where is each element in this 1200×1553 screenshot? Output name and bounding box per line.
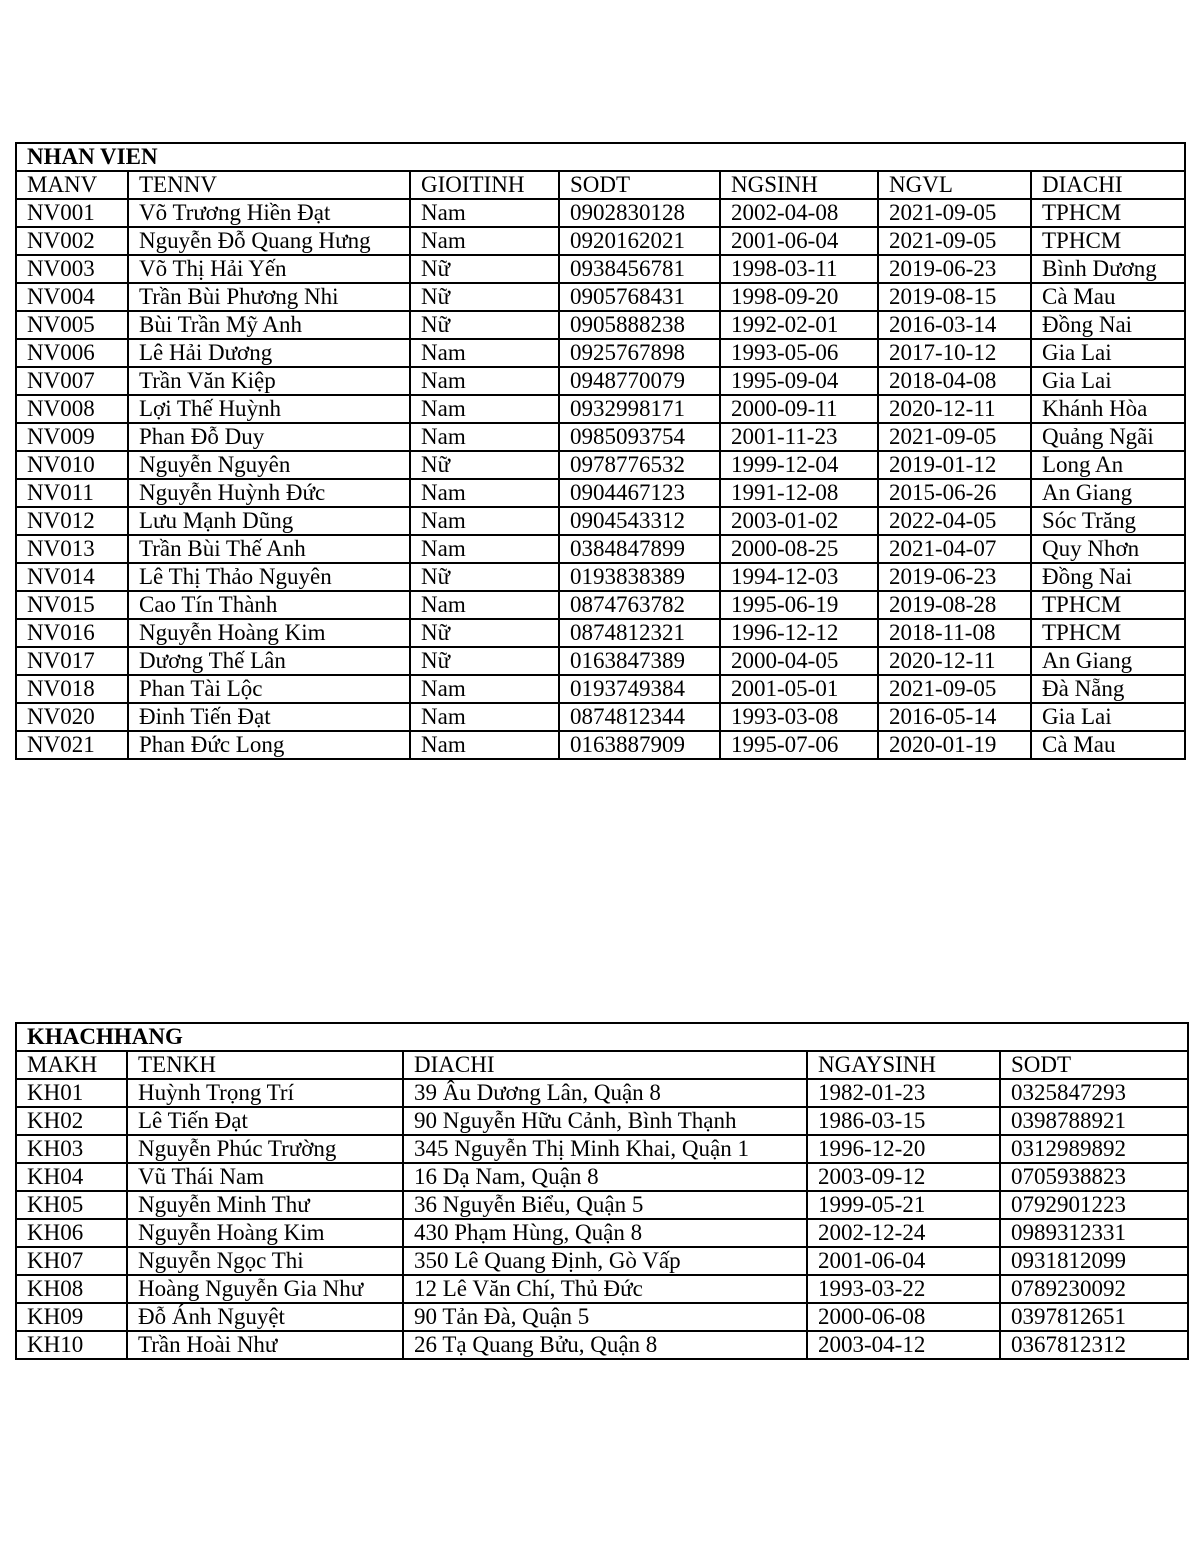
table-cell: TPHCM bbox=[1031, 619, 1185, 647]
table-cell: KH08 bbox=[16, 1275, 127, 1303]
table-row bbox=[16, 479, 1185, 507]
table-cell: 1998-03-11 bbox=[720, 255, 878, 283]
table-row bbox=[16, 451, 1185, 479]
table-cell: 1995-07-06 bbox=[720, 731, 878, 759]
table-cell: 2020-12-11 bbox=[878, 395, 1031, 423]
table-cell: 0193749384 bbox=[559, 675, 720, 703]
table-cell: NV004 bbox=[16, 283, 128, 311]
table-cell: Trần Hoài Như bbox=[127, 1331, 403, 1359]
table-cell: TPHCM bbox=[1031, 227, 1185, 255]
table-cell: 2020-12-11 bbox=[878, 647, 1031, 675]
table-cell: Huỳnh Trọng Trí bbox=[127, 1079, 403, 1107]
table-cell: 2002-04-08 bbox=[720, 199, 878, 227]
table-cell: Nữ bbox=[410, 619, 559, 647]
table-row bbox=[16, 1135, 1188, 1163]
table-cell: 0938456781 bbox=[559, 255, 720, 283]
table-cell: 0398788921 bbox=[1000, 1107, 1188, 1135]
table-cell: Hoàng Nguyễn Gia Như bbox=[127, 1275, 403, 1303]
table-cell: NV006 bbox=[16, 339, 128, 367]
table-cell: 39 Âu Dương Lân, Quận 8 bbox=[403, 1079, 807, 1107]
table-cell: 2019-08-15 bbox=[878, 283, 1031, 311]
table-cell: KH03 bbox=[16, 1135, 127, 1163]
table-cell: 2021-09-05 bbox=[878, 423, 1031, 451]
table-row bbox=[16, 1191, 1188, 1219]
table-cell: NV017 bbox=[16, 647, 128, 675]
table-cell: Nữ bbox=[410, 311, 559, 339]
table-cell: Nguyễn Phúc Trường bbox=[127, 1135, 403, 1163]
table-cell: 0931812099 bbox=[1000, 1247, 1188, 1275]
table-cell: KH09 bbox=[16, 1303, 127, 1331]
table-row bbox=[16, 283, 1185, 311]
table-cell: Nam bbox=[410, 423, 559, 451]
table-cell: Nam bbox=[410, 703, 559, 731]
table-cell: Sóc Trăng bbox=[1031, 507, 1185, 535]
table-cell: 2000-06-08 bbox=[807, 1303, 1000, 1331]
table-cell: Lê Tiến Đạt bbox=[127, 1107, 403, 1135]
column-header: NGVL bbox=[878, 171, 1031, 199]
table-cell: 0905888238 bbox=[559, 311, 720, 339]
table-cell: NV001 bbox=[16, 199, 128, 227]
table-cell: NV016 bbox=[16, 619, 128, 647]
table-cell: Nữ bbox=[410, 283, 559, 311]
table-cell: 0792901223 bbox=[1000, 1191, 1188, 1219]
table-cell: Đinh Tiến Đạt bbox=[128, 703, 410, 731]
table-cell: 1994-12-03 bbox=[720, 563, 878, 591]
table-cell: Nam bbox=[410, 507, 559, 535]
column-header: MANV bbox=[16, 171, 128, 199]
table-row bbox=[16, 619, 1185, 647]
table-cell: Trần Bùi Thế Anh bbox=[128, 535, 410, 563]
table-cell: Quy Nhơn bbox=[1031, 535, 1185, 563]
table-cell: 2001-06-04 bbox=[720, 227, 878, 255]
table-cell: Nữ bbox=[410, 255, 559, 283]
table-cell: Nam bbox=[410, 479, 559, 507]
table-cell: KH04 bbox=[16, 1163, 127, 1191]
table-cell: 1999-05-21 bbox=[807, 1191, 1000, 1219]
table-cell: Nguyễn Nguyên bbox=[128, 451, 410, 479]
table-row bbox=[16, 1107, 1188, 1135]
table-row bbox=[16, 1079, 1188, 1107]
table-cell: Lưu Mạnh Dũng bbox=[128, 507, 410, 535]
table-cell: 2021-09-05 bbox=[878, 227, 1031, 255]
table-row bbox=[16, 507, 1185, 535]
table-cell: Võ Thị Hải Yến bbox=[128, 255, 410, 283]
table-row bbox=[16, 647, 1185, 675]
table-row bbox=[16, 199, 1185, 227]
table-cell: 26 Tạ Quang Bửu, Quận 8 bbox=[403, 1331, 807, 1359]
column-header: SODT bbox=[1000, 1051, 1188, 1079]
table-cell: 2019-06-23 bbox=[878, 255, 1031, 283]
table-cell: Lê Hải Dương bbox=[128, 339, 410, 367]
table-cell: 2016-03-14 bbox=[878, 311, 1031, 339]
table-cell: 0985093754 bbox=[559, 423, 720, 451]
nhanvien-table bbox=[15, 142, 1186, 760]
table-cell: Dương Thế Lân bbox=[128, 647, 410, 675]
table-cell: 0874812321 bbox=[559, 619, 720, 647]
table-cell: An Giang bbox=[1031, 647, 1185, 675]
table-cell: 0312989892 bbox=[1000, 1135, 1188, 1163]
table-cell: Đỗ Ánh Nguyệt bbox=[127, 1303, 403, 1331]
table-cell: Đồng Nai bbox=[1031, 563, 1185, 591]
table-cell: 2018-11-08 bbox=[878, 619, 1031, 647]
table-cell: 2021-04-07 bbox=[878, 535, 1031, 563]
table-cell: 1993-03-22 bbox=[807, 1275, 1000, 1303]
table-cell: NV008 bbox=[16, 395, 128, 423]
table-cell: 0874763782 bbox=[559, 591, 720, 619]
table-cell: NV014 bbox=[16, 563, 128, 591]
table-cell: KH02 bbox=[16, 1107, 127, 1135]
table-cell: 1991-12-08 bbox=[720, 479, 878, 507]
table-cell: 0902830128 bbox=[559, 199, 720, 227]
table-cell: NV015 bbox=[16, 591, 128, 619]
table-cell: 16 Dạ Nam, Quận 8 bbox=[403, 1163, 807, 1191]
table-cell: 2015-06-26 bbox=[878, 479, 1031, 507]
table-cell: 90 Nguyễn Hữu Cảnh, Bình Thạnh bbox=[403, 1107, 807, 1135]
table-cell: Bùi Trần Mỹ Anh bbox=[128, 311, 410, 339]
table-cell: Nam bbox=[410, 367, 559, 395]
table-row bbox=[16, 675, 1185, 703]
column-header: GIOITINH bbox=[410, 171, 559, 199]
table-cell: Khánh Hòa bbox=[1031, 395, 1185, 423]
table-cell: 0397812651 bbox=[1000, 1303, 1188, 1331]
table-cell: Cà Mau bbox=[1031, 283, 1185, 311]
table-cell: 12 Lê Văn Chí, Thủ Đức bbox=[403, 1275, 807, 1303]
table-cell: NV020 bbox=[16, 703, 128, 731]
table-row bbox=[16, 339, 1185, 367]
table-cell: Phan Tài Lộc bbox=[128, 675, 410, 703]
table-cell: Nữ bbox=[410, 451, 559, 479]
table-row bbox=[16, 563, 1185, 591]
table-title-row bbox=[16, 1023, 1188, 1051]
table-cell: NV003 bbox=[16, 255, 128, 283]
table-row bbox=[16, 395, 1185, 423]
table-row bbox=[16, 1163, 1188, 1191]
table-row bbox=[16, 731, 1185, 759]
table-cell: 1996-12-20 bbox=[807, 1135, 1000, 1163]
table-cell: Lê Thị Thảo Nguyên bbox=[128, 563, 410, 591]
khachhang-table bbox=[15, 1022, 1189, 1360]
table-cell: NV005 bbox=[16, 311, 128, 339]
table-cell: 2003-04-12 bbox=[807, 1331, 1000, 1359]
table-cell: 2003-09-12 bbox=[807, 1163, 1000, 1191]
table-cell: 1986-03-15 bbox=[807, 1107, 1000, 1135]
table-cell: 0978776532 bbox=[559, 451, 720, 479]
column-header: NGAYSINH bbox=[807, 1051, 1000, 1079]
table-row bbox=[16, 1303, 1188, 1331]
table-cell: 0920162021 bbox=[559, 227, 720, 255]
table-cell: 0904543312 bbox=[559, 507, 720, 535]
table-cell: 350 Lê Quang Định, Gò Vấp bbox=[403, 1247, 807, 1275]
table-cell: NV013 bbox=[16, 535, 128, 563]
khachhang-title: KHACHHANG bbox=[16, 1023, 1188, 1051]
table-cell: NV007 bbox=[16, 367, 128, 395]
table-row bbox=[16, 1219, 1188, 1247]
table-cell: 1996-12-12 bbox=[720, 619, 878, 647]
table-cell: TPHCM bbox=[1031, 591, 1185, 619]
table-cell: 2017-10-12 bbox=[878, 339, 1031, 367]
khachhang-table-body bbox=[16, 1023, 1188, 1359]
table-cell: Nguyễn Đỗ Quang Hưng bbox=[128, 227, 410, 255]
table-cell: Cà Mau bbox=[1031, 731, 1185, 759]
table-cell: 2002-12-24 bbox=[807, 1219, 1000, 1247]
table-row bbox=[16, 591, 1185, 619]
table-cell: 0874812344 bbox=[559, 703, 720, 731]
column-header: SODT bbox=[559, 171, 720, 199]
table-cell: 1998-09-20 bbox=[720, 283, 878, 311]
table-cell: Nguyễn Hoàng Kim bbox=[127, 1219, 403, 1247]
table-cell: 2016-05-14 bbox=[878, 703, 1031, 731]
table-cell: 2003-01-02 bbox=[720, 507, 878, 535]
table-cell: TPHCM bbox=[1031, 199, 1185, 227]
table-cell: 345 Nguyễn Thị Minh Khai, Quận 1 bbox=[403, 1135, 807, 1163]
table-cell: Đồng Nai bbox=[1031, 311, 1185, 339]
column-header: NGSINH bbox=[720, 171, 878, 199]
table-cell: 0384847899 bbox=[559, 535, 720, 563]
table-cell: 2019-01-12 bbox=[878, 451, 1031, 479]
table-cell: 2020-01-19 bbox=[878, 731, 1031, 759]
table-cell: 0989312331 bbox=[1000, 1219, 1188, 1247]
column-header: DIACHI bbox=[403, 1051, 807, 1079]
table-cell: 2018-04-08 bbox=[878, 367, 1031, 395]
column-header: TENKH bbox=[127, 1051, 403, 1079]
table-cell: Nguyễn Minh Thư bbox=[127, 1191, 403, 1219]
table-row bbox=[16, 311, 1185, 339]
header-row bbox=[16, 171, 1185, 199]
table-cell: 0193838389 bbox=[559, 563, 720, 591]
table-cell: 0932998171 bbox=[559, 395, 720, 423]
table-cell: 2001-05-01 bbox=[720, 675, 878, 703]
table-row bbox=[16, 535, 1185, 563]
table-cell: Gia Lai bbox=[1031, 367, 1185, 395]
table-cell: 0163887909 bbox=[559, 731, 720, 759]
table-cell: KH10 bbox=[16, 1331, 127, 1359]
table-cell: Nam bbox=[410, 591, 559, 619]
column-header: DIACHI bbox=[1031, 171, 1185, 199]
column-header: MAKH bbox=[16, 1051, 127, 1079]
table-cell: 0905768431 bbox=[559, 283, 720, 311]
table-cell: 2019-06-23 bbox=[878, 563, 1031, 591]
table-cell: An Giang bbox=[1031, 479, 1185, 507]
table-cell: NV012 bbox=[16, 507, 128, 535]
column-header: TENNV bbox=[128, 171, 410, 199]
table-cell: Nam bbox=[410, 227, 559, 255]
table-cell: 1995-06-19 bbox=[720, 591, 878, 619]
table-cell: Nam bbox=[410, 395, 559, 423]
table-row bbox=[16, 1275, 1188, 1303]
table-cell: Nguyễn Huỳnh Đức bbox=[128, 479, 410, 507]
table-cell: 2000-04-05 bbox=[720, 647, 878, 675]
table-cell: KH07 bbox=[16, 1247, 127, 1275]
table-cell: 2000-09-11 bbox=[720, 395, 878, 423]
table-cell: Võ Trương Hiền Đạt bbox=[128, 199, 410, 227]
table-title-row bbox=[16, 143, 1185, 171]
table-cell: 430 Phạm Hùng, Quận 8 bbox=[403, 1219, 807, 1247]
table-cell: 2000-08-25 bbox=[720, 535, 878, 563]
table-cell: 0367812312 bbox=[1000, 1331, 1188, 1359]
table-cell: Vũ Thái Nam bbox=[127, 1163, 403, 1191]
table-cell: NV002 bbox=[16, 227, 128, 255]
table-cell: Nguyễn Ngọc Thi bbox=[127, 1247, 403, 1275]
table-cell: Quảng Ngãi bbox=[1031, 423, 1185, 451]
table-cell: NV009 bbox=[16, 423, 128, 451]
table-cell: Bình Dương bbox=[1031, 255, 1185, 283]
table-cell: Nữ bbox=[410, 563, 559, 591]
table-cell: 2022-04-05 bbox=[878, 507, 1031, 535]
table-row bbox=[16, 367, 1185, 395]
nhanvien-table-body bbox=[16, 143, 1185, 759]
table-cell: Nam bbox=[410, 731, 559, 759]
table-cell: Nam bbox=[410, 339, 559, 367]
table-cell: Long An bbox=[1031, 451, 1185, 479]
table-cell: 1993-03-08 bbox=[720, 703, 878, 731]
table-cell: Nam bbox=[410, 199, 559, 227]
table-cell: 2021-09-05 bbox=[878, 675, 1031, 703]
table-row bbox=[16, 1331, 1188, 1359]
table-row bbox=[16, 1247, 1188, 1275]
table-cell: 0325847293 bbox=[1000, 1079, 1188, 1107]
table-cell: Phan Đỗ Duy bbox=[128, 423, 410, 451]
table-cell: 0948770079 bbox=[559, 367, 720, 395]
table-cell: Nam bbox=[410, 535, 559, 563]
table-cell: 2019-08-28 bbox=[878, 591, 1031, 619]
table-cell: Trần Bùi Phương Nhi bbox=[128, 283, 410, 311]
table-cell: KH05 bbox=[16, 1191, 127, 1219]
table-cell: 1992-02-01 bbox=[720, 311, 878, 339]
table-row bbox=[16, 423, 1185, 451]
table-cell: 0789230092 bbox=[1000, 1275, 1188, 1303]
table-cell: Nam bbox=[410, 675, 559, 703]
table-cell: NV018 bbox=[16, 675, 128, 703]
table-row bbox=[16, 703, 1185, 731]
table-cell: Nguyễn Hoàng Kim bbox=[128, 619, 410, 647]
table-cell: 90 Tản Đà, Quận 5 bbox=[403, 1303, 807, 1331]
table-cell: Nữ bbox=[410, 647, 559, 675]
table-cell: KH06 bbox=[16, 1219, 127, 1247]
table-cell: Lợi Thế Huỳnh bbox=[128, 395, 410, 423]
table-cell: NV021 bbox=[16, 731, 128, 759]
table-cell: KH01 bbox=[16, 1079, 127, 1107]
table-cell: Gia Lai bbox=[1031, 703, 1185, 731]
table-cell: NV011 bbox=[16, 479, 128, 507]
table-cell: Phan Đức Long bbox=[128, 731, 410, 759]
table-cell: Cao Tín Thành bbox=[128, 591, 410, 619]
table-cell: 0163847389 bbox=[559, 647, 720, 675]
table-row bbox=[16, 255, 1185, 283]
table-cell: 2001-06-04 bbox=[807, 1247, 1000, 1275]
table-cell: 1995-09-04 bbox=[720, 367, 878, 395]
table-cell: 1993-05-06 bbox=[720, 339, 878, 367]
table-cell: Đà Nẵng bbox=[1031, 675, 1185, 703]
table-cell: 2021-09-05 bbox=[878, 199, 1031, 227]
table-cell: 2001-11-23 bbox=[720, 423, 878, 451]
table-cell: Gia Lai bbox=[1031, 339, 1185, 367]
table-cell: 0904467123 bbox=[559, 479, 720, 507]
table-cell: 0705938823 bbox=[1000, 1163, 1188, 1191]
table-cell: 0925767898 bbox=[559, 339, 720, 367]
table-cell: 1999-12-04 bbox=[720, 451, 878, 479]
nhanvien-title: NHAN VIEN bbox=[16, 143, 1185, 171]
table-cell: Trần Văn Kiệp bbox=[128, 367, 410, 395]
table-row bbox=[16, 227, 1185, 255]
table-cell: 1982-01-23 bbox=[807, 1079, 1000, 1107]
table-cell: 36 Nguyễn Biểu, Quận 5 bbox=[403, 1191, 807, 1219]
table-cell: NV010 bbox=[16, 451, 128, 479]
header-row bbox=[16, 1051, 1188, 1079]
